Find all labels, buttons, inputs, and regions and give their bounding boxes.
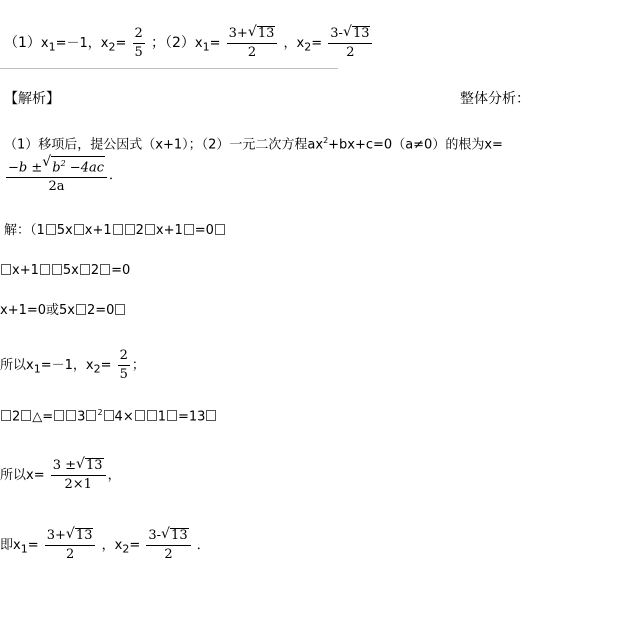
garbled-glyph-box: [147, 410, 157, 421]
solution-line-2: [0, 262, 130, 280]
garbled-glyph-box: [184, 224, 194, 235]
x2-var: x: [114, 538, 123, 553]
x2-sub-2: 2: [304, 40, 312, 54]
garbled-glyph-box: [80, 264, 90, 275]
garbled-glyph-box: [1, 264, 11, 275]
fraction-den: 2: [247, 45, 257, 60]
x1-sub-2: 1: [202, 40, 210, 54]
solution-text: =0: [194, 223, 214, 238]
answer-part1-label: （1）: [4, 35, 41, 51]
solution-text: =0: [111, 263, 131, 278]
fraction-den: 2: [164, 547, 173, 562]
x1-sub: 1: [33, 362, 41, 376]
solution-text: 即x: [0, 538, 21, 553]
eq: =: [100, 358, 112, 373]
fraction-3-minus-sqrt13: [146, 528, 190, 563]
radicand: 13: [86, 458, 103, 473]
garbled-glyph-box: [167, 410, 177, 421]
answer-line: [4, 26, 374, 61]
solution-line-6: [0, 458, 121, 493]
solution-line-1: [4, 222, 226, 240]
comma: ，: [283, 36, 297, 51]
solution-text: 2=0: [87, 303, 115, 318]
divider: [0, 68, 338, 69]
sqrt: √ 13: [247, 24, 275, 41]
sqrt: √ 13: [76, 456, 103, 473]
garbled-glyph-box: [215, 224, 225, 235]
solution-text: △=: [32, 409, 54, 425]
garbled-glyph-box: [206, 410, 216, 421]
sqrt: √ $b^2 -4ac$: [42, 154, 104, 176]
analysis-line: [4, 132, 503, 154]
num-prefix: 3-: [148, 528, 162, 543]
analysis-sup: 2: [323, 136, 329, 145]
radicand: 13: [75, 528, 93, 543]
garbled-glyph-box: [40, 264, 50, 275]
answer-part2-label: ；（2）: [150, 35, 195, 51]
radicand: 13: [257, 26, 275, 41]
solution-text: x+1: [155, 223, 183, 238]
solution-line-7: [0, 528, 210, 563]
solution-text: 解：（1: [4, 223, 45, 238]
solution-text: =13: [178, 409, 206, 425]
solution-text: x+1: [84, 223, 112, 238]
solution-text: 1: [157, 409, 167, 425]
eq: =: [27, 538, 39, 553]
fraction-3-pm-sqrt13: [51, 458, 106, 493]
sqrt: √ 13: [65, 526, 93, 543]
num-prefix: 3-: [330, 26, 343, 41]
fraction-3-plus-sqrt13: [227, 26, 278, 61]
formula-rad-b: b: [52, 160, 61, 176]
solution-text: 所以x=: [0, 468, 45, 483]
solution-text: ．: [196, 538, 210, 553]
solution-text: 5x: [56, 223, 73, 238]
formula-den: 2a: [48, 179, 65, 195]
num-prefix: 3+: [46, 528, 66, 543]
fraction-3-plus-sqrt13: [45, 528, 96, 563]
solution-text: ；: [131, 358, 145, 373]
solution-text: =－1，x: [40, 358, 94, 373]
solution-text: 5x: [62, 263, 79, 278]
radicand: 13: [171, 528, 188, 543]
garbled-glyph-box: [46, 224, 56, 235]
solution-text: ×: [122, 409, 134, 425]
garbled-glyph-box: [115, 304, 125, 315]
garbled-glyph-box: [76, 304, 86, 315]
x1-sub: 1: [48, 40, 56, 54]
radicand: 13: [352, 26, 370, 41]
fraction-2-5: [133, 26, 145, 61]
solution-text: 2: [90, 263, 100, 278]
x1-var: x: [40, 36, 49, 51]
eq: =: [129, 538, 141, 553]
x2-eq-2: =: [311, 36, 323, 51]
fraction-num: 2: [118, 348, 130, 366]
garbled-glyph-box: [1, 410, 11, 421]
fraction-den: 2×1: [64, 477, 92, 492]
formula-fraction: [6, 156, 107, 195]
sqrt: √ 13: [161, 526, 188, 543]
solution-line-5: [0, 404, 217, 426]
analysis-text: （1）移项后，提公因式（x+1）；（2）一元二次方程ax: [4, 137, 324, 153]
fraction-3-minus-sqrt13: [328, 26, 372, 61]
garbled-glyph-box: [104, 410, 114, 421]
garbled-glyph-box: [135, 410, 145, 421]
garbled-glyph-box: [125, 224, 135, 235]
x2-sub: 2: [93, 362, 101, 376]
solution-text: ，: [107, 468, 121, 483]
quadratic-formula: [4, 156, 122, 195]
fraction-den: 5: [119, 367, 128, 382]
x2-var: x: [100, 36, 109, 51]
num-prefix: 3 ±: [52, 458, 77, 473]
x1-sub: 1: [20, 542, 28, 556]
solution-text: 2: [135, 223, 144, 238]
solution-text: 所以x: [0, 358, 34, 373]
solution-text: x+1: [12, 263, 39, 278]
garbled-glyph-box: [54, 410, 64, 421]
garbled-glyph-box: [113, 224, 123, 235]
solution-text: x+1=0或5x: [0, 303, 75, 318]
x1-value: =－1，: [55, 36, 101, 51]
formula-rad-rest: −4ac: [65, 160, 104, 176]
superscript: 2: [97, 408, 103, 417]
garbled-glyph-box: [86, 410, 96, 421]
formula-rad-sup: 2: [60, 159, 66, 168]
fraction-num: 2: [133, 26, 145, 44]
fraction-2-5: [118, 348, 130, 383]
solution-text: 3: [77, 409, 86, 425]
formula-end: ．: [109, 168, 123, 184]
garbled-glyph-box: [145, 224, 155, 235]
x2-var-2: x: [296, 36, 305, 51]
formula-num-b: −b ±: [8, 160, 43, 176]
comma: ，: [101, 538, 115, 553]
fraction-den: 5: [134, 45, 143, 60]
x1-eq-2: =: [209, 36, 221, 51]
solution-line-4: [0, 348, 145, 383]
solution-text: 4: [114, 409, 123, 425]
garbled-glyph-box: [74, 224, 84, 235]
garbled-glyph-box: [66, 410, 76, 421]
sqrt: √ 13: [342, 24, 370, 41]
fraction-den: 2: [65, 547, 75, 562]
x2-sub: 2: [122, 542, 130, 556]
analysis-heading: 【解析】: [4, 91, 60, 107]
fraction-den: 2: [346, 45, 355, 60]
solution-text: 2: [12, 409, 21, 425]
x2-eq: =: [115, 36, 127, 51]
garbled-glyph-box: [100, 264, 110, 275]
x2-sub: 2: [108, 40, 116, 54]
x1-var-2: x: [194, 36, 203, 51]
garbled-glyph-box: [52, 264, 62, 275]
analysis-text-rest: +bx+c=0（a≠0）的根为x=: [328, 137, 503, 153]
garbled-glyph-box: [21, 410, 31, 421]
num-prefix: 3+: [228, 26, 248, 41]
solution-line-3: [0, 302, 126, 320]
overall-heading: 整体分析：: [460, 91, 530, 107]
